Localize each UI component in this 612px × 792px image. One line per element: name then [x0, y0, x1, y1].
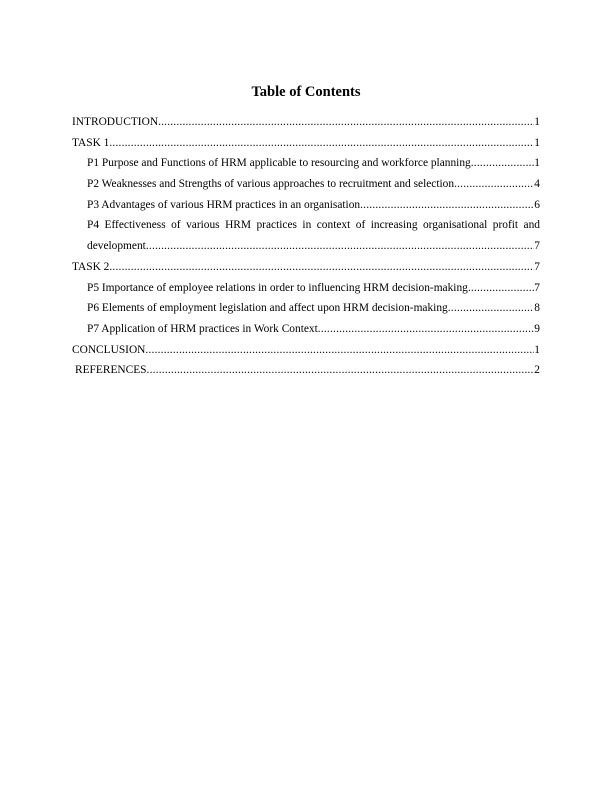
toc-entry-task-1[interactable]: [72, 133, 540, 154]
toc-leader-dots: [145, 340, 534, 361]
toc-leader-dots: [448, 298, 535, 319]
toc-page-number: 4: [534, 178, 540, 191]
toc-entry-label: P6 Elements of employment legislation and affect upon HRM decision-making: [87, 302, 448, 315]
toc-leader-dots: [454, 174, 534, 195]
toc-entry-conclusion[interactable]: [72, 340, 540, 361]
toc-leader-dots: [360, 195, 534, 216]
toc-entry-label-line1: P4 Effectiveness of various HRM practices in context of increasing organisational profit and: [87, 219, 540, 232]
toc-entry-label-line2: development: [87, 240, 146, 253]
toc-leader-dots: [146, 236, 534, 257]
toc-entry-label: REFERENCES: [75, 364, 147, 377]
toc-leader-dots: [109, 257, 534, 278]
toc-page-number: 7: [534, 281, 540, 294]
toc-entry-label: P2 Weaknesses and Strengths of various approaches to recruitment and selection: [87, 178, 455, 191]
toc-entry-label: P1 Purpose and Functions of HRM applicable to resourcing and workforce planning: [87, 157, 471, 170]
toc-entry-label: CONCLUSION: [72, 343, 146, 356]
toc-entry-p2[interactable]: [72, 174, 540, 195]
toc-page-number: 8: [534, 302, 540, 315]
toc-leader-dots: [318, 319, 535, 340]
toc-leader-dots: [109, 133, 534, 154]
toc-entry-label: INTRODUCTION: [72, 116, 159, 128]
toc-page-number: 2: [534, 364, 540, 377]
toc-page-number: 6: [534, 198, 540, 211]
toc-page-number: 1: [534, 136, 540, 149]
toc-page-number: 7: [534, 240, 540, 253]
toc-entry-p5[interactable]: [72, 278, 540, 299]
toc-page-number: 1: [534, 157, 540, 170]
toc-entry-references[interactable]: [72, 360, 540, 381]
toc-page-number: 9: [534, 322, 540, 335]
toc-title: Table of Contents: [251, 84, 361, 100]
toc-entry-p1[interactable]: [72, 153, 540, 174]
toc-page-number: 1: [534, 116, 540, 128]
toc-entry-task-2[interactable]: [72, 257, 540, 278]
toc-leader-dots: [158, 112, 534, 133]
toc-entry-introduction[interactable]: [72, 112, 540, 133]
toc-page-number: 7: [534, 260, 540, 273]
toc-entry-label: P7 Application of HRM practices in Work Context: [87, 322, 318, 335]
toc-entry-label: P3 Advantages of various HRM practices in an organisation: [87, 198, 361, 211]
toc-list: [72, 112, 540, 381]
toc-entry-label: TASK 2: [72, 260, 110, 273]
toc-leader-dots: [147, 360, 535, 381]
toc-page-number: 1: [534, 343, 540, 356]
toc-entry-p6[interactable]: [72, 298, 540, 319]
toc-leader-dots: [468, 278, 534, 299]
toc-entry-p4[interactable]: [72, 215, 540, 256]
toc-entry-p3[interactable]: [72, 195, 540, 216]
toc-entry-label: P5 Importance of employee relations in order to influencing HRM decision-making: [87, 281, 468, 294]
toc-entry-label: TASK 1: [72, 136, 110, 149]
toc-leader-dots: [471, 153, 535, 174]
toc-entry-p7[interactable]: [72, 319, 540, 340]
